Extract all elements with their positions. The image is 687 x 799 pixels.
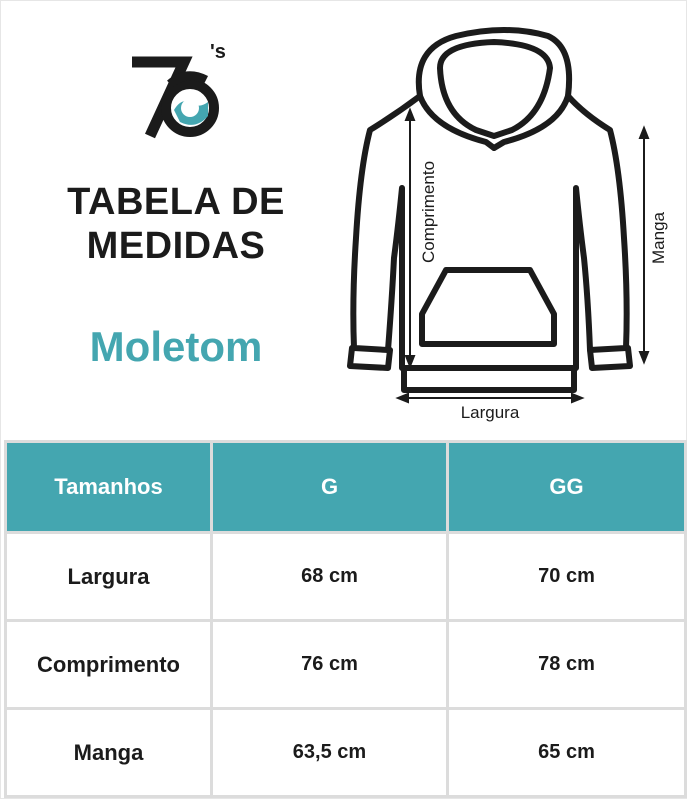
cell-largura-gg: 70 cm (448, 533, 686, 621)
label-manga: Manga (649, 212, 668, 264)
header-tamanhos: Tamanhos (6, 442, 212, 533)
label-largura: Largura (460, 403, 520, 422)
kangaroo-pocket (422, 270, 554, 344)
header-size-g: G (212, 442, 448, 533)
table-header-row (6, 442, 686, 533)
page-title (0, 180, 352, 268)
waistband (404, 368, 574, 390)
product-subtitle: Moletom (89, 323, 263, 370)
table-row (6, 709, 686, 797)
row-label-largura: Largura (6, 533, 212, 621)
table-row (6, 621, 686, 709)
cell-comprimento-gg: 78 cm (448, 621, 686, 709)
title-line-2: MEDIDAS (86, 225, 266, 267)
size-table (4, 440, 687, 798)
cell-comprimento-g: 76 cm (212, 621, 448, 709)
hoodie-diagram (336, 18, 676, 428)
row-label-comprimento: Comprimento (6, 621, 212, 709)
row-label-manga: Manga (6, 709, 212, 797)
cell-manga-g: 63,5 cm (212, 709, 448, 797)
table-row (6, 533, 686, 621)
title-line-1: TABELA DE (67, 181, 285, 223)
cell-manga-gg: 65 cm (448, 709, 686, 797)
cell-largura-g: 68 cm (212, 533, 448, 621)
hood-opening (440, 42, 550, 136)
header-size-gg: GG (448, 442, 686, 533)
label-comprimento: Comprimento (419, 160, 438, 264)
logo-apostrophe-s: 's (210, 41, 226, 63)
brand-logo (128, 40, 228, 140)
